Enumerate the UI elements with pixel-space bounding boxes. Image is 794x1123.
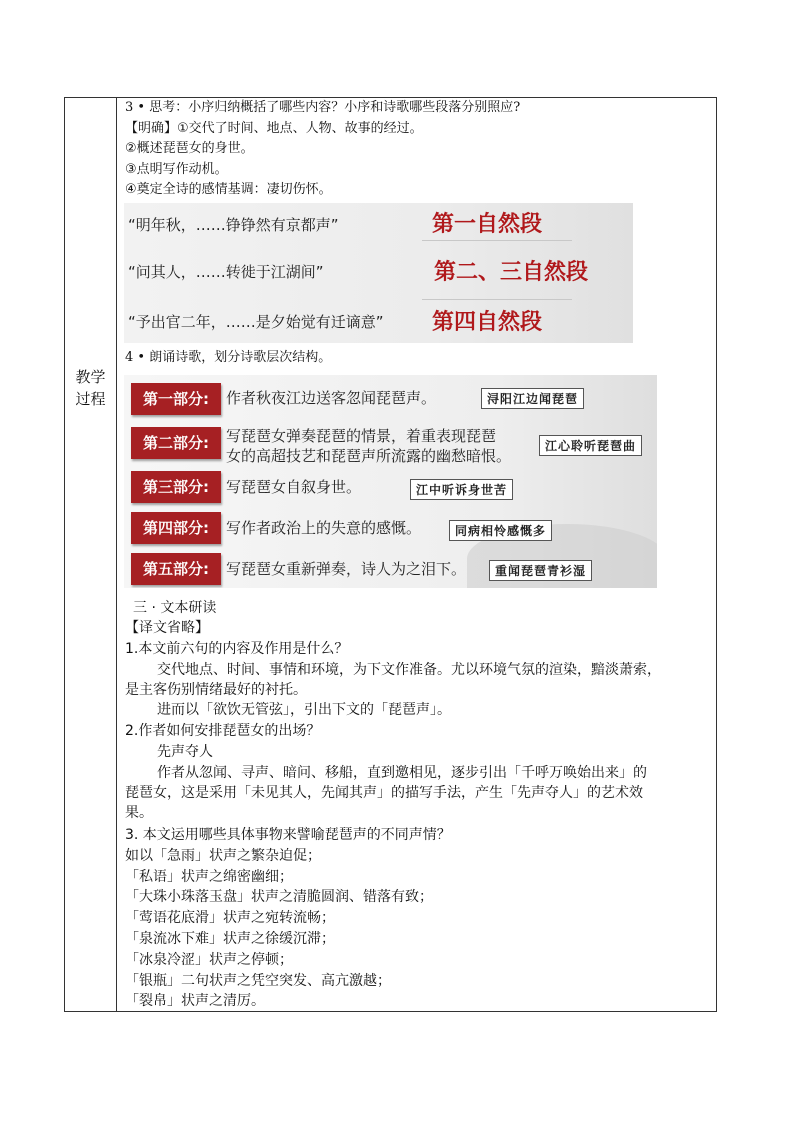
answer-3-line-5: 「泉流冰下难」状声之徐缓沉滞； [125,931,335,947]
part-5-label: 第五部分: [131,553,221,585]
part-1-text: 作者秋夜江边送客忽闻琵琶声。 [226,389,437,407]
part-4-text: 写作者政治上的失意的感慨。 [226,519,422,537]
part-4-label: 第四部分: [131,512,221,544]
question-3: 3. 本文运用哪些具体事物来譬喻琵琶声的不同声情？ [125,827,451,843]
answer-2-line-2: 作者从忽闻、寻声、暗问、移船，直到邀相见，逐步引出「千呼万唤始出来」的 [157,765,647,781]
answer-2-line-4: 果。 [125,805,153,821]
q3-answer-3: ③点明写作动机。 [125,162,228,177]
label-line-1: 教学 [75,368,106,386]
section3-heading: 三 · 文本研读 [133,600,217,616]
answer-1-line-2: 是主客伤别情绪最好的衬托。 [125,682,307,698]
part-2-text-1: 写琵琶女弹奏琵琶的情景，着重表现琵琶 [226,427,497,445]
part-3-tag: 江中听诉身世苦 [410,479,513,500]
answer-1-line-3: 进而以「欲饮无管弦」，引出下文的「琵琶声」。 [157,702,451,718]
q3-answer-1: 【明确】①交代了时间、地点、人物、故事的经过。 [125,121,423,136]
part-3-text: 写琵琶女自叙身世。 [226,478,362,496]
quote-3: “予出官二年，……是夕始觉有迁谪意” [128,313,384,331]
question-2: 2.作者如何安排琵琶女的出场？ [125,723,321,739]
answer-2-line-3: 琵琶女，这是采用「未见其人，先闻其声」的描写手法，产生「先声夺人」的艺术效 [125,785,643,801]
answer-3-line-2: 「私语」状声之绵密幽细； [125,869,293,885]
quote-1: “明年秋，……铮铮然有京都声” [128,216,339,234]
answer-3-line-8: 「裂帛」状声之清厉。 [125,993,265,1009]
q3-answer-4: ④奠定全诗的感情基调：凄切伤怀。 [125,182,332,197]
part-5-tag: 重闻琵琶青衫湿 [489,560,592,581]
part-2-label: 第二部分: [131,427,221,459]
correspondence-slide [124,203,633,343]
table-column-divider [116,97,117,1012]
part-3-label: 第三部分: [131,471,221,503]
answer-2-line-1: 先声夺人 [157,744,213,760]
part-2-tag: 江心聆听琵琶曲 [539,435,642,456]
q3-question: 3 • 思考：小序归纳概括了哪些内容？小序和诗歌哪些段落分别照应? [125,100,521,115]
divider-2 [422,299,572,300]
answer-1-line-1: 交代地点、时间、事情和环境，为下文作准备。尤以环境气氛的渲染，黯淡萧索， [157,662,661,678]
structure-slide [124,375,657,588]
question-1: 1.本文前六句的内容及作用是什么？ [125,641,349,657]
answer-3-line-3: 「大珠小珠落玉盘」状声之清脆圆润、错落有致； [125,889,433,905]
label-line-2: 过程 [75,390,106,408]
part-5-text: 写琵琶女重新弹奏，诗人为之泪下。 [226,560,467,578]
answer-3-line-7: 「银瓶」二句状声之凭空突发、高亢激越； [125,973,391,989]
part-2-text-2: 女的高超技艺和琵琶声所流露的幽愁暗恨。 [226,447,512,465]
paragraph-1: 第一自然段 [432,211,543,237]
answer-3-line-4: 「莺语花底滑」状声之宛转流畅； [125,910,335,926]
divider-1 [422,240,572,241]
part-4-tag: 同病相怜感慨多 [449,520,552,541]
part-1-label: 第一部分: [131,383,221,415]
q3-answer-2: ②概述琵琶女的身世。 [125,141,254,156]
answer-3-line-1: 如以「急雨」状声之繁杂迫促； [125,848,321,864]
paragraph-2: 第二、三自然段 [434,259,589,285]
q4-question: 4 • 朗诵诗歌，划分诗歌层次结构。 [125,350,332,365]
translation-omitted: 【译文省略】 [125,620,209,636]
part-1-tag: 浔阳江边闻琵琶 [481,388,584,409]
teaching-process-label [64,366,117,410]
quote-2: “问其人，……转徙于江湖间” [128,263,324,281]
answer-3-line-6: 「冰泉冷涩」状声之停顿； [125,952,293,968]
paragraph-3: 第四自然段 [432,309,543,335]
